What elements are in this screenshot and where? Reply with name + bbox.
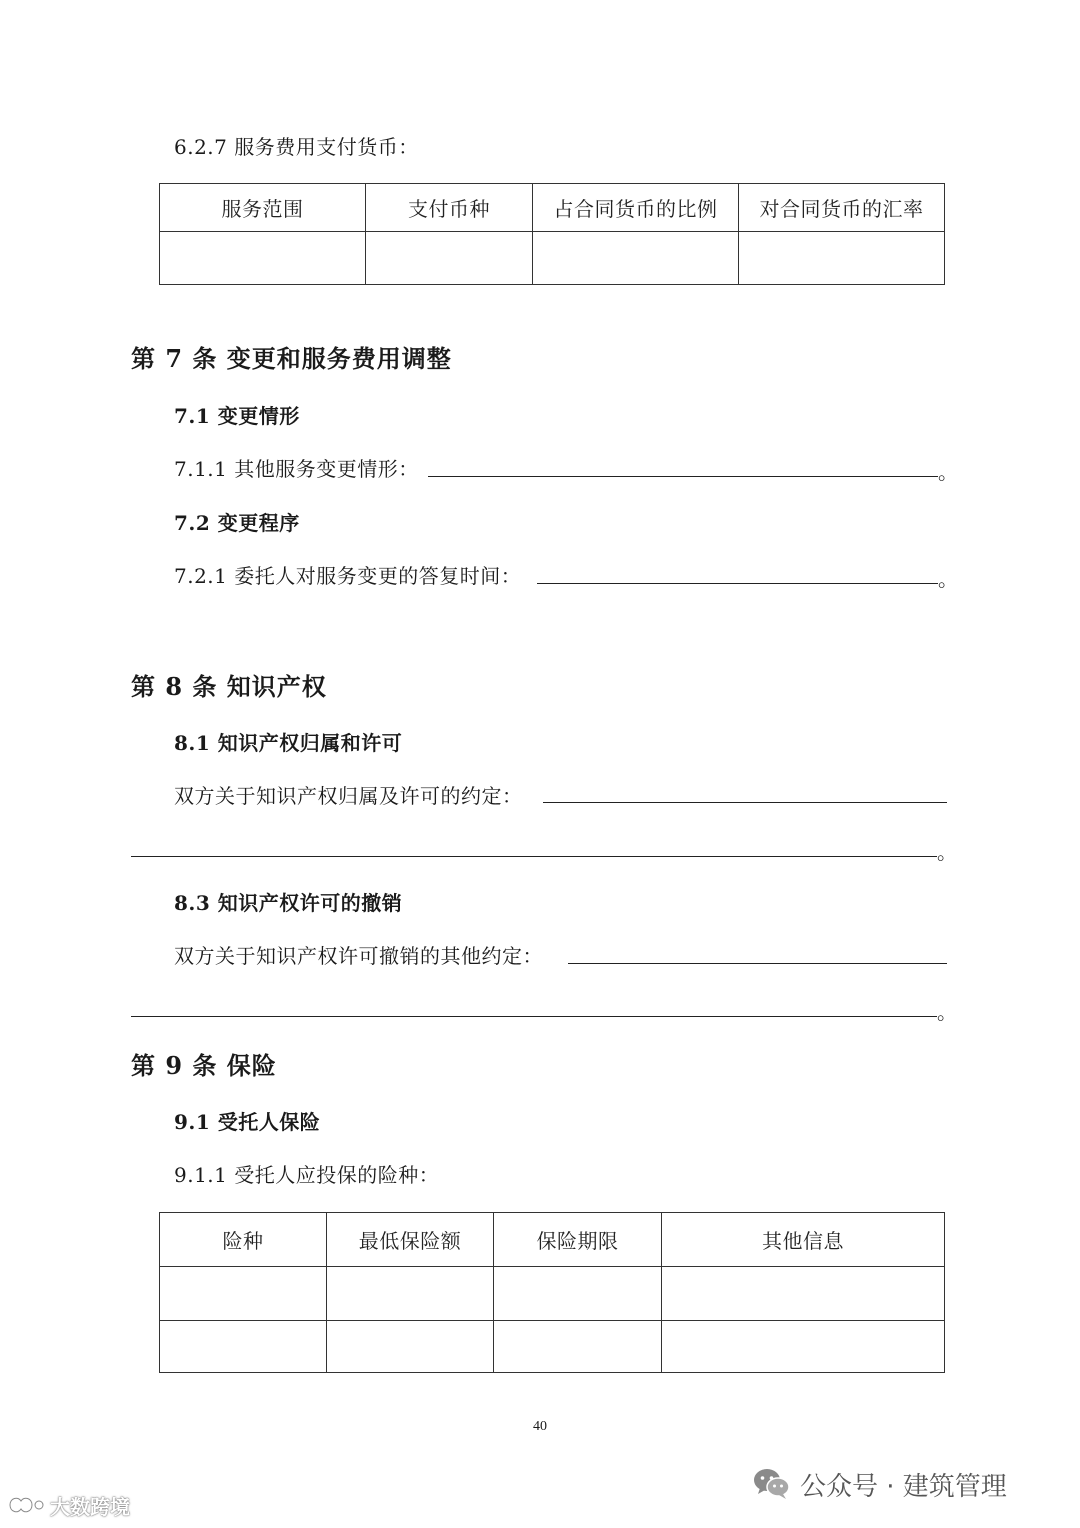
table-row xyxy=(160,1321,945,1373)
section-91-title: 9.1 受托人保险 xyxy=(174,1110,321,1134)
table-header-cell: 支付币种 xyxy=(366,184,533,232)
table-cell xyxy=(662,1321,945,1373)
period-mark: 。 xyxy=(937,840,957,864)
table-row xyxy=(160,232,945,285)
section-911-label: 9.1.1 受托人应投保的险种： xyxy=(174,1163,440,1187)
table-header-cell: 对合同货币的汇率 xyxy=(739,184,945,232)
period-mark: 。 xyxy=(938,460,958,484)
section-83-label: 双方关于知识产权许可撤销的其他约定： xyxy=(174,944,543,968)
table-cell xyxy=(366,232,533,285)
section-711-label: 7.1.1 其他服务变更情形： xyxy=(174,457,419,481)
table-cell xyxy=(494,1267,662,1321)
table-cell xyxy=(662,1267,945,1321)
wechat-icon xyxy=(752,1467,792,1501)
table-cell xyxy=(533,232,739,285)
table-header-cell: 其他信息 xyxy=(662,1213,945,1267)
wechat-account-name: 公众号 · 建筑管理 xyxy=(800,1471,1007,1502)
insurance-table xyxy=(159,1212,945,1373)
page-number: 40 xyxy=(533,1419,547,1434)
logo-text: 大数跨境 xyxy=(50,1494,130,1519)
section-71-title: 7.1 变更情形 xyxy=(174,404,300,428)
period-mark: 。 xyxy=(938,567,958,591)
section-81-title: 8.1 知识产权归属和许可 xyxy=(174,731,403,755)
article-7-title: 第 7 条 变更和服务费用调整 xyxy=(131,344,452,373)
wechat-watermark xyxy=(752,1462,1007,1506)
article-8-title: 第 8 条 知识产权 xyxy=(131,672,327,701)
currency-table xyxy=(159,183,945,285)
table-cell xyxy=(327,1321,494,1373)
table-cell xyxy=(327,1267,494,1321)
table-header-cell: 占合同货币的比例 xyxy=(533,184,739,232)
table-header-cell: 保险期限 xyxy=(494,1213,662,1267)
table-header-cell: 服务范围 xyxy=(160,184,366,232)
section-81-blank xyxy=(543,802,947,803)
section-711-blank xyxy=(428,476,938,477)
table-row xyxy=(160,1267,945,1321)
table-cell xyxy=(739,232,945,285)
section-721-label: 7.2.1 委托人对服务变更的答复时间： xyxy=(174,564,522,588)
table-header-cell: 险种 xyxy=(160,1213,327,1267)
logo-icon xyxy=(6,1493,46,1517)
table-header-row xyxy=(160,184,945,232)
section-72-title: 7.2 变更程序 xyxy=(174,511,300,535)
section-627-label: 6.2.7 服务费用支付货币： xyxy=(174,135,419,159)
section-83-blank xyxy=(568,963,947,964)
section-81-blank-2 xyxy=(131,856,937,857)
section-83-blank-2 xyxy=(131,1016,937,1017)
table-cell xyxy=(160,1267,327,1321)
table-header-cell: 最低保险额 xyxy=(327,1213,494,1267)
table-header-row xyxy=(160,1213,945,1267)
section-83-title: 8.3 知识产权许可的撤销 xyxy=(174,891,403,915)
table-cell xyxy=(494,1321,662,1373)
table-cell xyxy=(160,232,366,285)
period-mark: 。 xyxy=(937,1000,957,1024)
section-81-label: 双方关于知识产权归属及许可的约定： xyxy=(174,784,523,808)
section-721-blank xyxy=(537,583,938,584)
logo-watermark xyxy=(6,1490,130,1520)
article-9-title: 第 9 条 保险 xyxy=(131,1051,277,1080)
table-cell xyxy=(160,1321,327,1373)
